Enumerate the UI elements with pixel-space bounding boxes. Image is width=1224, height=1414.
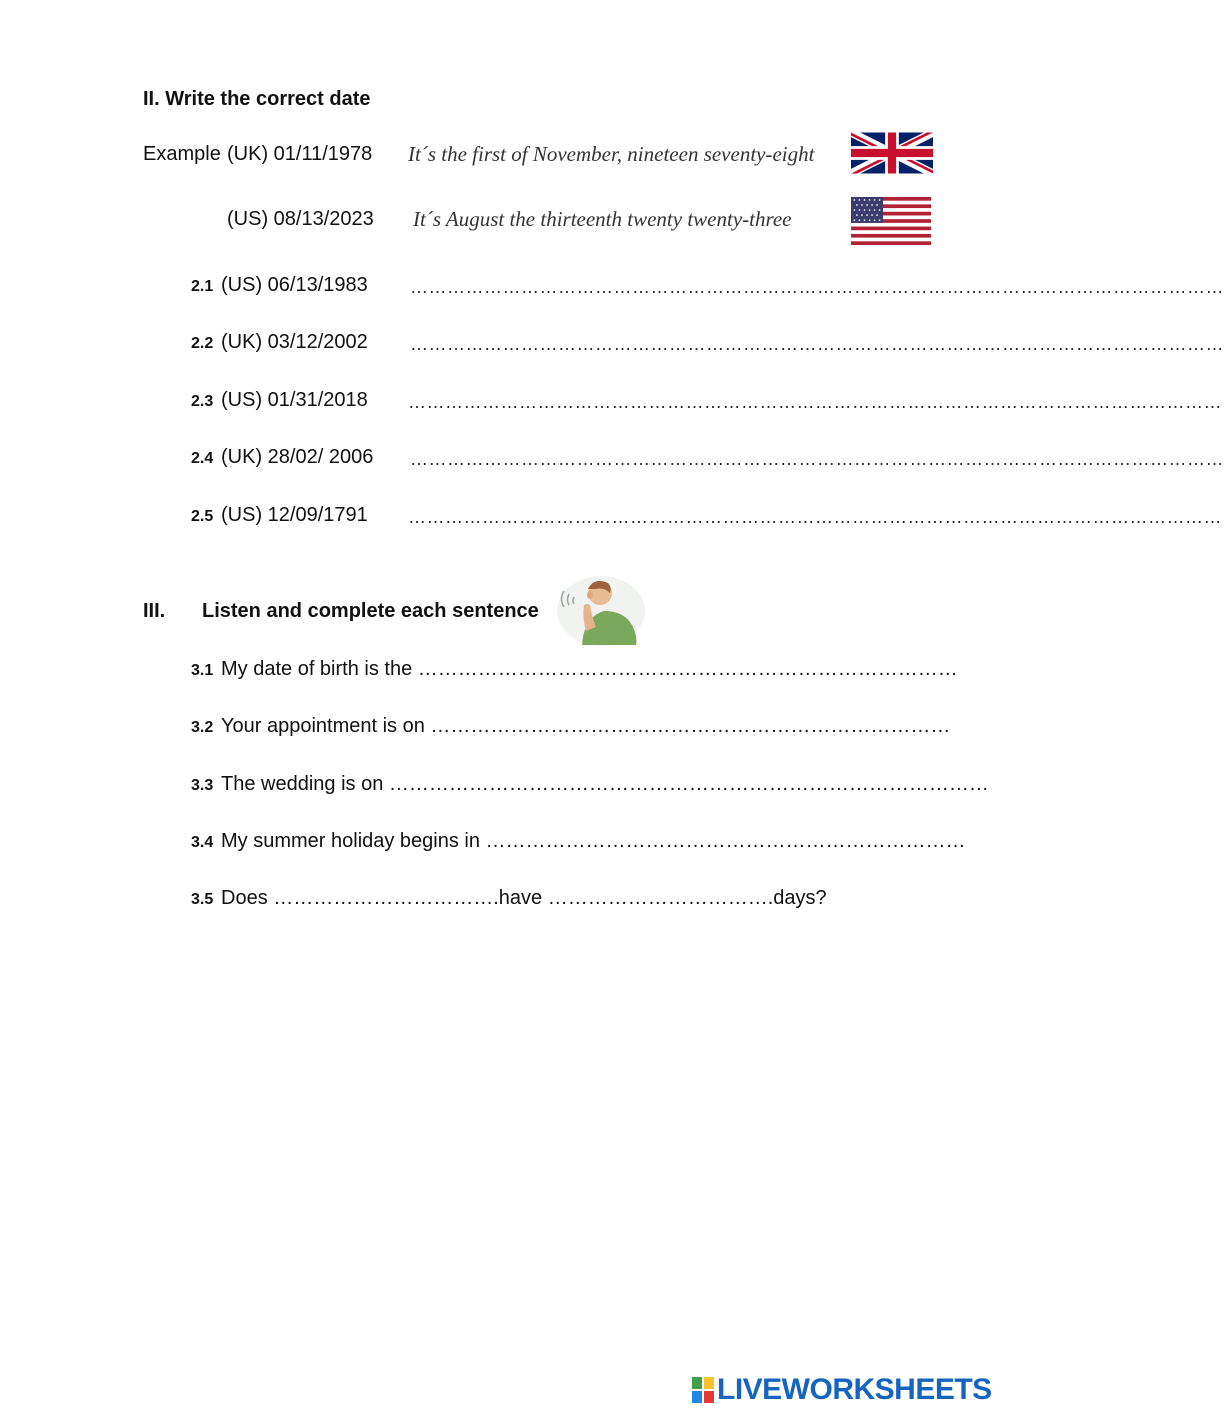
section-2-title: II. Write the correct date [143, 88, 371, 110]
item-date: (US) 12/09/1791 [221, 504, 368, 526]
sentence-text[interactable]: Does …………………………….have …………………………….days? [221, 887, 827, 909]
brand-name: LIVEWORKSHEETS [717, 1373, 992, 1406]
us-flag-icon [851, 197, 931, 250]
item-number: 2.4 [191, 450, 214, 467]
section-3-numeral: III. [143, 600, 166, 622]
sentence-text[interactable]: My summer holiday begins in ……………………………………………………………… [221, 830, 966, 852]
item-number: 3.5 [191, 891, 214, 908]
item-number: 2.5 [191, 508, 214, 525]
sentence-text[interactable]: Your appointment is on …………………………………………………………………… [221, 715, 951, 737]
liveworksheets-logo[interactable] [692, 1372, 992, 1408]
example-label: Example [143, 143, 221, 165]
item-number: 3.1 [191, 662, 214, 679]
item-number: 3.3 [191, 777, 214, 794]
answer-blank[interactable]: …………………………………………………………………………………………………………………… [410, 334, 1224, 354]
example-date-us: (US) 08/13/2023 [227, 208, 374, 230]
liveworksheets-icon [692, 1377, 714, 1403]
answer-blank[interactable]: …………………………………………………………………………………………………………………… [408, 507, 1222, 527]
sentence-text[interactable]: The wedding is on ……………………………………………………………………………… [221, 773, 989, 795]
example-answer-us: It´s August the thirteenth twenty twenty-three [413, 207, 792, 231]
item-number: 3.2 [191, 719, 214, 736]
answer-blank[interactable]: …………………………………………………………………………………………………………………… [410, 449, 1224, 469]
item-date: (US) 01/31/2018 [221, 389, 368, 411]
answer-blank[interactable]: …………………………………………………………………………………………………………………… [408, 392, 1222, 412]
item-number: 2.1 [191, 278, 214, 295]
section-3-title: Listen and complete each sentence [202, 600, 539, 622]
uk-flag-icon [851, 131, 933, 180]
item-date: (US) 06/13/1983 [221, 274, 368, 296]
listening-man-icon [554, 571, 648, 652]
example-answer-uk: It´s the first of November, nineteen seventy-eight [408, 142, 815, 166]
sentence-text[interactable]: My date of birth is the ……………………………………………………………………… [221, 658, 958, 680]
example-date-uk: (UK) 01/11/1978 [227, 143, 373, 165]
item-number: 3.4 [191, 834, 214, 851]
item-number: 2.2 [191, 335, 214, 352]
item-date: (UK) 03/12/2002 [221, 331, 368, 353]
item-number: 2.3 [191, 393, 214, 410]
answer-blank[interactable]: …………………………………………………………………………………………………………………… [410, 277, 1224, 297]
item-date: (UK) 28/02/ 2006 [221, 446, 374, 468]
